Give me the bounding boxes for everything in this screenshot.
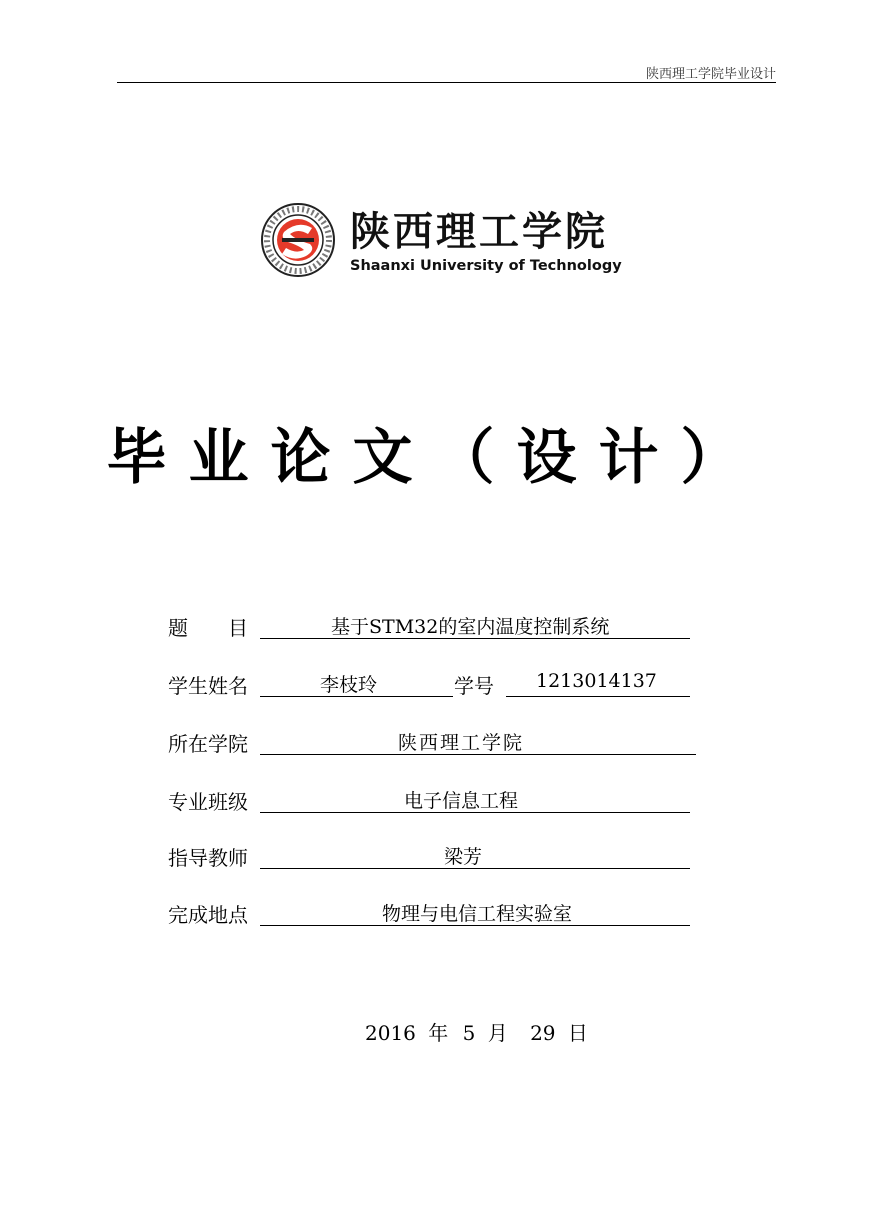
topic-label: 题 目 [168, 616, 248, 640]
college-label: 所在学院 [168, 732, 248, 756]
document-title: 毕业论文（设计） [106, 423, 763, 493]
date-year-unit: 年 [428, 1021, 449, 1045]
university-seal-icon [258, 202, 338, 278]
university-logo [258, 202, 632, 278]
header-rule [117, 82, 776, 83]
college-value: 陕西理工学院 [398, 732, 525, 754]
location-value: 物理与电信工程实验室 [382, 903, 573, 925]
student-name-value: 李枝玲 [320, 674, 378, 696]
date-year: 2016 [365, 1021, 416, 1045]
topic-value: 基于STM32的室内温度控制系统 [331, 616, 610, 638]
student-name-label: 学生姓名 [168, 674, 248, 698]
date-day-unit: 日 [567, 1021, 588, 1045]
running-header: 陕西理工学院毕业设计 [645, 67, 776, 82]
major-label: 专业班级 [168, 790, 248, 814]
student-id-value: 1213014137 [536, 670, 657, 692]
date-month: 5 [462, 1021, 476, 1045]
advisor-label: 指导教师 [168, 846, 248, 870]
date-day: 29 [530, 1021, 556, 1045]
major-value: 电子信息工程 [404, 790, 519, 812]
date-month-unit: 月 [487, 1021, 508, 1045]
logo-name-en: Shaanxi University of Technology [350, 258, 622, 274]
location-label: 完成地点 [168, 903, 248, 927]
logo-name-cn: 陕西理工学院 [350, 208, 608, 255]
completion-date [365, 1017, 588, 1046]
student-id-label: 学号 [454, 674, 494, 698]
advisor-value: 梁芳 [444, 846, 483, 868]
